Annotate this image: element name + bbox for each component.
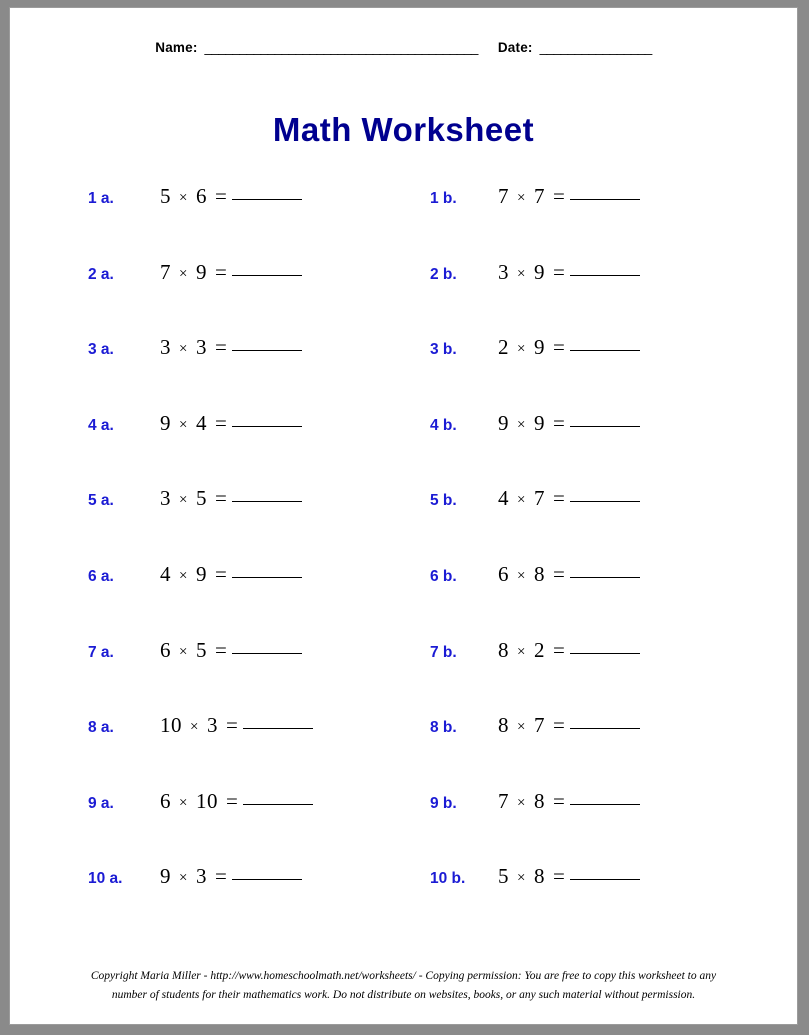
answer-blank[interactable] — [243, 804, 313, 805]
operator-multiply: × — [179, 870, 188, 887]
problem-number: 3 a. — [88, 341, 114, 359]
problem-expression — [498, 260, 640, 285]
operand-right: 10 — [195, 788, 218, 813]
answer-blank[interactable] — [570, 199, 640, 200]
problem-10a — [88, 864, 428, 904]
operand-right: 7 — [533, 486, 545, 511]
problem-expression — [498, 486, 640, 511]
problem-number: 6 b. — [430, 567, 457, 585]
equals-sign: = — [214, 259, 228, 284]
operator-multiply: × — [517, 190, 526, 206]
operand-left: 7 — [498, 184, 509, 208]
problem-number: 4 a. — [88, 416, 114, 434]
equals-sign: = — [225, 713, 239, 738]
operand-right: 9 — [533, 410, 545, 435]
operand-right: 9 — [533, 335, 545, 360]
date-blank-line: ________________ — [539, 40, 652, 55]
problem-expression — [498, 335, 640, 360]
problem-row — [10, 411, 797, 487]
problem-number: 8 b. — [430, 719, 457, 737]
operand-left: 9 — [160, 410, 171, 435]
problem-row — [10, 864, 797, 940]
answer-blank[interactable] — [570, 879, 640, 880]
problem-number: 7 b. — [430, 643, 457, 661]
name-date-header — [10, 40, 797, 55]
operand-right: 7 — [533, 713, 545, 738]
operand-left: 3 — [160, 335, 171, 360]
problem-expression — [160, 260, 302, 285]
operator-multiply: × — [517, 265, 526, 282]
operand-right: 8 — [533, 864, 545, 889]
problem-expression — [498, 864, 640, 889]
answer-blank[interactable] — [232, 653, 302, 654]
operand-right: 3 — [195, 335, 207, 360]
problem-2a — [88, 260, 428, 300]
problem-expression — [160, 713, 313, 738]
operand-right: 6 — [195, 184, 207, 208]
copyright-line-2: number of students for their mathematics work. Do not distribute on websites, books, or any such material without permission. — [111, 989, 696, 1002]
operator-multiply: × — [517, 341, 526, 358]
equals-sign: = — [552, 335, 566, 360]
problem-expression — [160, 562, 302, 587]
equals-sign: = — [214, 184, 228, 208]
operand-left: 7 — [160, 259, 171, 284]
problem-3b — [430, 335, 770, 375]
copyright-footer — [10, 967, 797, 1006]
equals-sign: = — [552, 410, 566, 435]
operand-right: 9 — [195, 561, 207, 586]
operand-right: 9 — [533, 259, 545, 284]
answer-blank[interactable] — [570, 577, 640, 578]
operand-right: 5 — [195, 486, 207, 511]
problem-8a — [88, 713, 428, 753]
operand-left: 9 — [160, 864, 171, 889]
problem-number: 3 b. — [430, 341, 457, 359]
problem-expression — [498, 184, 640, 209]
problem-expression — [498, 713, 640, 738]
equals-sign: = — [552, 561, 566, 586]
problem-1b — [430, 184, 770, 224]
answer-blank[interactable] — [570, 728, 640, 729]
copyright-line-1: Copyright Maria Miller - http://www.homeschoolmath.net/worksheets/ - Copying permission: You are free to copy this worksheet to any — [90, 969, 717, 982]
answer-blank[interactable] — [243, 728, 313, 729]
equals-sign: = — [552, 788, 566, 813]
operator-multiply: × — [517, 719, 526, 736]
answer-blank[interactable] — [570, 426, 640, 427]
equals-sign: = — [552, 864, 566, 889]
operator-multiply: × — [517, 643, 526, 660]
date-label: Date: — [497, 40, 533, 55]
problem-expression — [160, 638, 302, 663]
operator-multiply: × — [517, 567, 526, 584]
operator-multiply: × — [179, 265, 188, 282]
operator-multiply: × — [517, 416, 526, 433]
operator-multiply: × — [179, 492, 188, 509]
operand-right: 3 — [206, 713, 218, 738]
operand-left: 6 — [160, 637, 171, 662]
problem-5a — [88, 486, 428, 526]
problem-4b — [430, 411, 770, 451]
operator-multiply: × — [517, 870, 526, 887]
operand-left: 6 — [160, 788, 171, 813]
problems-grid — [10, 184, 797, 924]
answer-blank[interactable] — [570, 653, 640, 654]
operand-left: 8 — [498, 637, 509, 662]
worksheet-page — [9, 7, 798, 1025]
equals-sign: = — [214, 486, 228, 511]
problem-9a — [88, 789, 428, 829]
operand-left: 7 — [498, 788, 509, 813]
problem-expression — [498, 789, 640, 814]
operator-multiply: × — [517, 492, 526, 509]
problem-row — [10, 184, 797, 260]
operand-right: 5 — [195, 637, 207, 662]
operator-multiply: × — [179, 341, 188, 358]
operator-multiply: × — [179, 416, 188, 433]
problem-number: 7 a. — [88, 643, 114, 661]
answer-blank[interactable] — [570, 350, 640, 351]
problem-number: 6 a. — [88, 567, 114, 585]
problem-6a — [88, 562, 428, 602]
equals-sign: = — [552, 486, 566, 511]
equals-sign: = — [214, 561, 228, 586]
problem-number: 5 a. — [88, 492, 114, 510]
problem-row — [10, 713, 797, 789]
equals-sign: = — [552, 259, 566, 284]
equals-sign: = — [552, 184, 566, 208]
equals-sign: = — [552, 637, 566, 662]
answer-blank[interactable] — [232, 275, 302, 276]
operand-left: 10 — [160, 713, 182, 738]
equals-sign: = — [225, 788, 239, 813]
operand-left: 5 — [160, 184, 171, 208]
page-title: Math Worksheet — [272, 111, 535, 148]
problem-number: 9 a. — [88, 794, 114, 812]
name-label: Name: — [155, 40, 198, 55]
operand-left: 4 — [498, 486, 509, 511]
operator-multiply: × — [190, 719, 199, 736]
problem-number: 4 b. — [430, 416, 457, 434]
operand-left: 3 — [498, 259, 509, 284]
equals-sign: = — [214, 335, 228, 360]
problem-number: 10 b. — [430, 870, 466, 888]
problem-expression — [160, 864, 302, 889]
operand-right: 8 — [533, 788, 545, 813]
operand-right: 9 — [195, 259, 207, 284]
problem-number: 1 b. — [430, 190, 457, 207]
answer-blank[interactable] — [232, 426, 302, 427]
problem-3a — [88, 335, 428, 375]
answer-blank[interactable] — [570, 804, 640, 805]
answer-blank[interactable] — [570, 501, 640, 502]
answer-blank[interactable] — [232, 879, 302, 880]
problem-5b — [430, 486, 770, 526]
operand-left: 4 — [160, 561, 171, 586]
equals-sign: = — [214, 637, 228, 662]
problem-row — [10, 638, 797, 714]
problem-number: 1 a. — [88, 190, 114, 207]
answer-blank[interactable] — [232, 199, 302, 200]
operand-left: 8 — [498, 713, 509, 738]
equals-sign: = — [214, 410, 228, 435]
problem-row — [10, 486, 797, 562]
problem-row — [10, 789, 797, 865]
equals-sign: = — [214, 864, 228, 889]
operand-right: 8 — [533, 561, 545, 586]
problem-7b — [430, 638, 770, 678]
operand-left: 3 — [160, 486, 171, 511]
problem-2b — [430, 260, 770, 300]
problem-4a — [88, 411, 428, 451]
equals-sign: = — [552, 713, 566, 738]
answer-blank[interactable] — [232, 350, 302, 351]
problem-number: 8 a. — [88, 719, 114, 737]
name-blank-line: _______________________________________ — [204, 40, 478, 55]
problem-row — [10, 260, 797, 336]
operand-left: 2 — [498, 335, 509, 360]
problem-expression — [160, 486, 302, 511]
problem-number: 5 b. — [430, 492, 457, 510]
problem-number: 2 b. — [430, 265, 457, 283]
problem-expression — [498, 411, 640, 436]
answer-blank[interactable] — [570, 275, 640, 276]
answer-blank[interactable] — [232, 501, 302, 502]
problem-expression — [160, 411, 302, 436]
operator-multiply: × — [179, 643, 188, 660]
problem-6b — [430, 562, 770, 602]
problem-8b — [430, 713, 770, 753]
operand-right: 7 — [533, 184, 545, 208]
problem-10b — [430, 864, 770, 904]
operand-left: 9 — [498, 410, 509, 435]
problem-7a — [88, 638, 428, 678]
problem-expression — [160, 789, 313, 814]
problem-row — [10, 562, 797, 638]
operand-right: 4 — [195, 410, 207, 435]
problem-row — [10, 335, 797, 411]
problem-expression — [498, 638, 640, 663]
problem-9b — [430, 789, 770, 829]
operand-right: 3 — [195, 864, 207, 889]
problem-expression — [160, 335, 302, 360]
problem-number: 10 a. — [88, 870, 123, 888]
operator-multiply: × — [179, 567, 188, 584]
operand-left: 5 — [498, 864, 509, 889]
answer-blank[interactable] — [232, 577, 302, 578]
operator-multiply: × — [517, 794, 526, 811]
operator-multiply: × — [179, 794, 188, 811]
problem-expression — [498, 562, 640, 587]
problem-expression — [160, 184, 302, 209]
operator-multiply: × — [179, 190, 188, 206]
problem-number: 9 b. — [430, 794, 457, 812]
operand-right: 2 — [533, 637, 545, 662]
operand-left: 6 — [498, 561, 509, 586]
problem-number: 2 a. — [88, 265, 114, 283]
problem-1a — [88, 184, 428, 224]
